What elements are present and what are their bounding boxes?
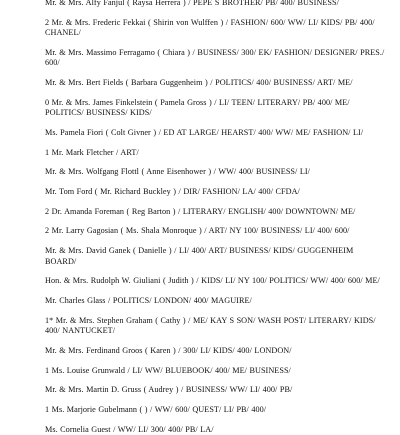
list-item: 1 Mr. Mark Fletcher / ART/	[45, 147, 139, 157]
list-item: 1 Ms. Louise Grunwald / LI/ WW/ BLUEBOOK/ 400/ ME/ BUSINESS/	[45, 365, 291, 375]
list-item: Mr. & Mrs. Martin D. Gruss ( Audrey ) / BUSINESS/ WW/ LI/ 400/ PB/	[45, 385, 293, 395]
list-item: 2 Mr. Larry Gagosian ( Ms. Shala Monroque ) / ART/ NY 100/ BUSINESS/ LI/ 400/ 600/	[45, 226, 350, 236]
list-item: Mr. & Mrs. Massimo Ferragamo ( Chiara ) / BUSINESS/ 300/ EK/ FASHION/ DESIGNER/ PRES./ 600/	[45, 47, 385, 68]
list-item: Ms. Cornelia Guest / WW/ LI/ 300/ 400/ PB/ LA/	[45, 424, 214, 434]
list-item: 2 Dr. Amanda Foreman ( Reg Barton ) / LITERARY/ ENGLISH/ 400/ DOWNTOWN/ ME/	[45, 206, 356, 216]
list-item: Mr. & Mrs. Bert Fields ( Barbara Guggenheim ) / POLITICS/ 400/ BUSINESS/ ART/ ME/	[45, 78, 353, 88]
list-item: Ms. Pamela Fiori ( Colt Givner ) / ED AT LARGE/ HEARST/ 400/ WW/ ME/ FASHION/ LI/	[45, 127, 364, 137]
list-item: 2 Mr. & Mrs. Frederic Fekkai ( Shirin von Wulffen ) / FASHION/ 600/ WW/ LI/ KIDS/ PB/ 400/ CHANEL/	[45, 17, 375, 38]
list-item: Hon. & Mrs. Rudolph W. Giuliani ( Judith ) / KIDS/ LI/ NY 100/ POLITICS/ WW/ 400/ 600/ ME/	[45, 276, 380, 286]
list-item: Mr. & Mrs. Ferdinand Groos ( Karen ) / 300/ LI/ KIDS/ 400/ LONDON/	[45, 345, 292, 355]
list-item: 1* Mr. & Mrs. Stephen Graham ( Cathy ) / ME/ KAY S SON/ WASH POST/ LITERARY/ KIDS/ 400/ NANTUCKET/	[45, 315, 376, 336]
list-item: Mr. & Mrs. David Ganek ( Danielle ) / LI/ 400/ ART/ BUSINESS/ KIDS/ GUGGENHEIM BOARD/	[45, 246, 354, 266]
list-item: 0 Mr. & Mrs. James Finkelstein ( Pamela Gross ) / LI/ TEEN/ LITERARY/ PB/ 400/ ME/ POLITICS/ BUSINESS/ KIDS/	[45, 97, 350, 118]
list-item: 1 Ms. Marjorie Gubelmann ( ) / WW/ 600/ QUEST/ LI/ PB/ 400/	[45, 404, 267, 414]
list-item: Mr. Charles Glass / POLITICS/ LONDON/ 400/ MAGUIRE/	[45, 295, 252, 305]
list-item: Mr. Tom Ford ( Mr. Richard Buckley ) / DIR/ FASHION/ LA/ 400/ CFDA/	[45, 187, 300, 196]
list-item: Mr. & Mrs. Alfy Fanjul ( Raysa Herrera ) / PEPE S BROTHER/ PB/ 400/ BUSINESS/	[45, 0, 339, 7]
list-item: Mr. & Mrs. Wolfgang Flottl ( Anne Eisenhower ) / WW/ 400/ BUSINESS/ LI/	[45, 167, 310, 177]
